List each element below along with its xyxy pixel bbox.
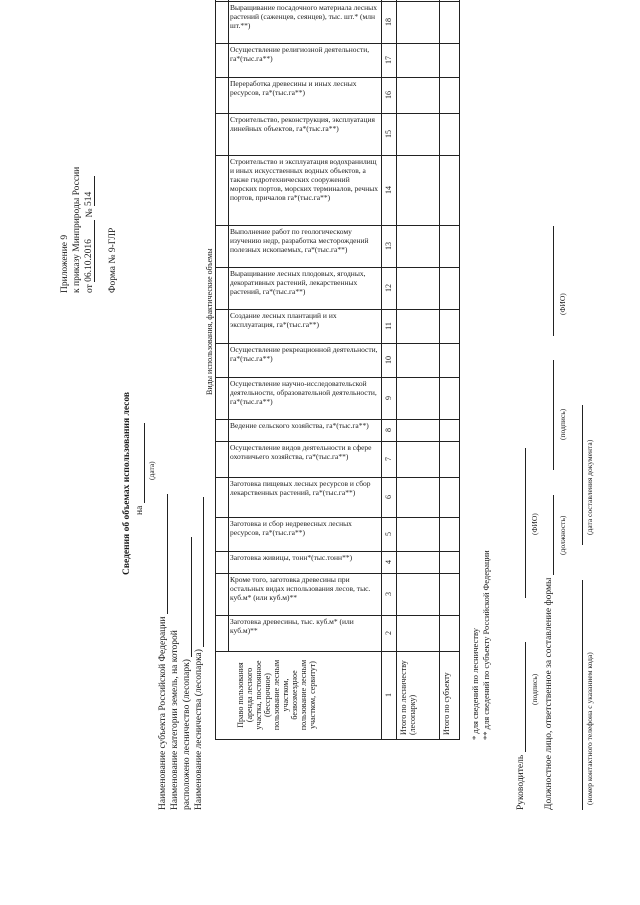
title-date-line	[144, 423, 145, 503]
cell-forestry-16[interactable]	[397, 77, 438, 113]
responsible-fio-caption: (ФИО)	[558, 293, 567, 315]
col-9	[216, 377, 459, 419]
col-7-header: Осуществление видов деятельности в сфере охотничьего хозяйства, га*(тыс.га**)	[230, 443, 372, 461]
col-13	[216, 225, 459, 267]
cell-subject-2[interactable]	[440, 615, 460, 651]
category-field-1	[170, 630, 180, 810]
col-6-num: 6	[384, 495, 393, 499]
col-4-header: Заготовка живицы, тонн*(тыс.тонн**)	[230, 553, 353, 562]
col-8-num: 8	[384, 428, 393, 432]
col-5-header: Заготовка и сбор недревесных лесных ресурсов, га*(тыс.га**)	[230, 519, 352, 537]
appendix-line3	[84, 176, 95, 293]
col-17-num: 17	[384, 56, 393, 64]
row-total-subject: Итого по субъекту	[442, 672, 451, 735]
cell-subject-8[interactable]	[440, 419, 460, 441]
appendix-line1: Приложение 9	[60, 234, 70, 293]
cell-subject-15[interactable]	[440, 113, 460, 155]
cell-forestry-15[interactable]	[397, 113, 438, 155]
cell-subject-7[interactable]	[440, 441, 460, 477]
cell-subject-5[interactable]	[440, 517, 460, 551]
cell-subject-13[interactable]	[440, 225, 460, 267]
col-2	[216, 615, 459, 651]
cell-forestry-5[interactable]	[397, 517, 438, 551]
cell-forestry-18[interactable]	[397, 1, 438, 43]
appendix-date: 06.10.2016	[84, 220, 95, 282]
usage-table	[215, 0, 460, 740]
cell-forestry-13[interactable]	[397, 225, 438, 267]
col-14-num: 14	[384, 186, 393, 194]
group-header: Виды использования, фактические объемы	[205, 248, 214, 395]
col-2-header: Заготовка древесины, тыс. куб.м* (или куб.м)**	[230, 617, 354, 635]
col-12	[216, 267, 459, 309]
cell-subject-9[interactable]	[440, 377, 460, 419]
col-7-num: 7	[384, 457, 393, 461]
appendix-line2: к приказу Минприроды России	[72, 166, 82, 293]
cell-subject-3[interactable]	[440, 573, 460, 615]
head-sign-caption: (подпись)	[530, 673, 539, 705]
cell-forestry-14[interactable]	[397, 155, 438, 225]
col-13-header: Выполнение работ по геологическому изучению недр, разработка месторождений полезных ископаемых, га*(тыс.га**)	[230, 227, 369, 254]
category-label-1: Наименование категории земель, на которой	[170, 630, 180, 810]
col-8	[216, 419, 459, 441]
col-18-num: 18	[384, 18, 393, 26]
row-total-forestry: Итого по лесничеству (лесопарку)	[399, 660, 417, 735]
cell-forestry-7[interactable]	[397, 441, 438, 477]
col-12-header: Выращивание лесных плодовых, ягодных, декоративных растений, лекарственных растений, га*(тыс.га**)	[230, 269, 366, 296]
col1-header: Право пользования (аренда лесного участка, постоянное (бессрочное) пользование лесным участком, безвозмездное пользование лесным участком, сервитут)	[236, 659, 317, 731]
responsible-sign-caption: (подпись)	[558, 408, 567, 440]
cell-forestry-12[interactable]	[397, 267, 438, 309]
col-14	[216, 155, 459, 225]
col-19	[216, 0, 459, 1]
page-title: Сведения об объемах использования лесов	[122, 391, 132, 575]
col1-num: 1	[384, 693, 393, 697]
appendix-number: 514	[84, 176, 95, 206]
doc-date-caption: (дата составления документа)	[585, 439, 594, 535]
col-9-header: Осуществление научно-исследовательской деятельности, образовательной деятельности, га*(тыс.га**)	[230, 379, 377, 406]
col-9-num: 9	[384, 396, 393, 400]
col-5	[216, 517, 459, 551]
cell-forestry-6[interactable]	[397, 477, 438, 517]
col-5-num: 5	[384, 532, 393, 536]
cell-forestry-11[interactable]	[397, 309, 438, 343]
cell-subject-16[interactable]	[440, 77, 460, 113]
col-17	[216, 43, 459, 77]
col-8-header: Ведение сельского хозяйства, га*(тыс.га**)	[230, 421, 369, 430]
col-6-header: Заготовка пищевых лесных ресурсов и сбор лекарственных растений, га*(тыс.га**)	[230, 479, 371, 497]
cell-subject-6[interactable]	[440, 477, 460, 517]
note-2: ** для сведений по субъекту Российской Федерации	[481, 550, 491, 740]
head-fio-line[interactable]	[525, 448, 526, 598]
col-4	[216, 551, 459, 573]
col-16-header: Переработка древесины и иных лесных ресурсов, га*(тыс.га**)	[230, 79, 357, 97]
cell-subject-10[interactable]	[440, 343, 460, 377]
cell-forestry-4[interactable]	[397, 551, 438, 573]
col-14-header: Строительство и эксплуатация водохранилищ и иных искусственных водных объектов, а также гидротехнических сооружений морских портов, морских терминалов, речных портов, причалов га*(тыс.га**)	[230, 157, 379, 202]
cell-forestry-3[interactable]	[397, 573, 438, 615]
col-11-num: 11	[384, 322, 393, 330]
col-1	[216, 651, 459, 739]
head-fio-caption: (ФИО)	[530, 513, 539, 535]
col-11-header: Создание лесных плантаций и их эксплуатация, га*(тыс.га**)	[230, 311, 337, 329]
cell-forestry-9[interactable]	[397, 377, 438, 419]
cell-subject-4[interactable]	[440, 551, 460, 573]
category-input-line[interactable]	[191, 537, 192, 657]
forestry-field	[194, 497, 204, 810]
head-sign-line[interactable]	[525, 642, 526, 752]
responsible-person	[544, 226, 554, 810]
cell-subject-12[interactable]	[440, 267, 460, 309]
col-19-num	[384, 0, 393, 1]
forestry-label: Наименование лесничества (лесопарка)	[194, 649, 204, 810]
col-4-num: 4	[384, 560, 393, 564]
col-10-header: Осуществление рекреационной деятельности, га*(тыс.га**)	[230, 345, 378, 363]
col-12-num: 12	[384, 284, 393, 292]
num-row-bottom-line	[396, 0, 397, 739]
subject-input-line[interactable]	[167, 494, 168, 614]
col-3-num: 3	[384, 592, 393, 596]
responsible-sign-line[interactable]	[553, 361, 554, 471]
col-7	[216, 441, 459, 477]
col-11	[216, 309, 459, 343]
position-caption: (должность)	[558, 515, 567, 555]
col-16-num: 16	[384, 91, 393, 99]
responsible-fio-line[interactable]	[553, 226, 554, 336]
col-3	[216, 573, 459, 615]
cell-subject-17[interactable]	[440, 43, 460, 77]
col-6	[216, 477, 459, 517]
cell-forestry-10[interactable]	[397, 343, 438, 377]
col-15	[216, 113, 459, 155]
doc-date-line[interactable]	[572, 405, 583, 545]
title-date-caption: (дата)	[147, 461, 156, 480]
num-row-top-line	[381, 0, 382, 739]
col-10-num: 10	[384, 356, 393, 364]
phone-line[interactable]	[572, 580, 583, 810]
group-header-line	[228, 0, 229, 651]
col-3-header: Кроме того, заготовка древесины при остальных видах использования лесов, тыс. куб.м* (или куб.м)**	[230, 575, 371, 602]
cell-subject-14[interactable]	[440, 155, 460, 225]
form-number: Форма № 9-ГЛР	[108, 227, 118, 293]
note-1: * для сведений по лесничеству	[470, 628, 480, 740]
cell-subject-18[interactable]	[440, 1, 460, 43]
cell-forestry-17[interactable]	[397, 43, 438, 77]
forestry-input-line[interactable]	[203, 497, 204, 647]
position-line[interactable]	[553, 495, 554, 575]
appendix-from: от	[85, 284, 95, 293]
subject-label: Наименование субъекта Российской Федерации	[158, 616, 168, 810]
col-15-num: 15	[384, 130, 393, 138]
title-on	[135, 423, 145, 515]
head-signature	[516, 448, 526, 810]
col-17-header: Осуществление религиозной деятельности, га*(тыс.га**)	[230, 45, 370, 63]
col-10	[216, 343, 459, 377]
cell-subject-11[interactable]	[440, 309, 460, 343]
col-16	[216, 77, 459, 113]
cell-forestry-8[interactable]	[397, 419, 438, 441]
category-field-2	[182, 537, 192, 810]
cell-subject-19[interactable]	[440, 0, 460, 1]
col-18	[216, 1, 459, 43]
subject-field	[158, 494, 168, 810]
appendix-no-label: №	[85, 208, 95, 218]
col-18-header: Выращивание посадочного материала лесных растений (саженцев, сеянцев), тыс. шт.* (млн шт.**)	[230, 3, 377, 30]
head-label: Руководитель	[516, 754, 526, 810]
category-label-2: расположено лесничество (лесопарк)	[182, 659, 192, 810]
cell-forestry-2[interactable]	[397, 615, 438, 651]
responsible-label: Должностное лицо, ответственное за составление формы	[544, 577, 554, 810]
title-on-label: на	[135, 505, 145, 515]
row-divider	[439, 0, 440, 739]
cell-forestry-19[interactable]	[397, 0, 438, 1]
phone-caption: (номер контактного телефона с указанием кода)	[585, 652, 594, 805]
col-2-num: 2	[384, 631, 393, 635]
col-15-header: Строительство, реконструкция, эксплуатация линейных объектов, га*(тыс.га**)	[230, 115, 375, 133]
col-13-num: 13	[384, 242, 393, 250]
